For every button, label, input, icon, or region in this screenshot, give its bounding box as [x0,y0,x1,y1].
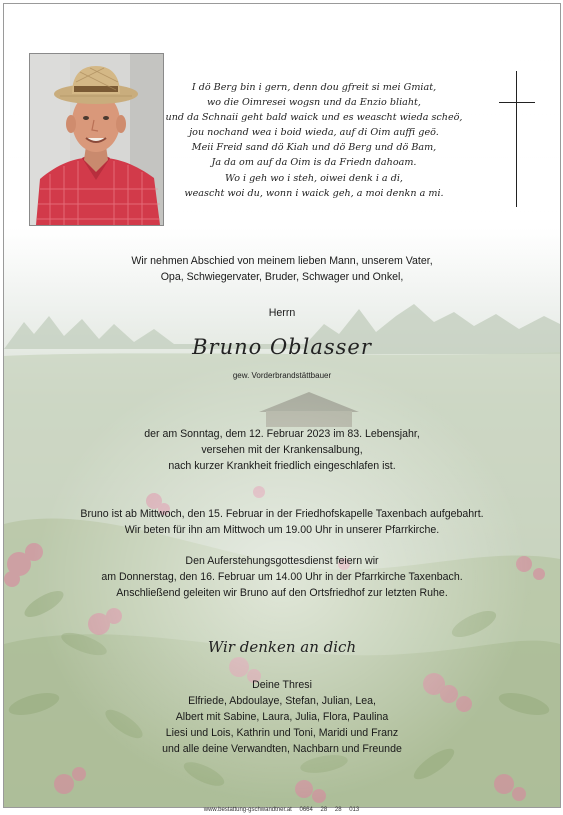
occupation: gew. Vorderbrandstättbauer [232,371,332,380]
family-line: Elfriede, Abdoulaye, Stefan, Julian, Lea, [188,695,376,707]
family-line: und alle deine Verwandten, Nachbarn und Freunde [162,743,402,755]
family-line: Deine Thresi [252,679,312,691]
poem [164,80,464,201]
cross-horizontal-bar [499,102,535,103]
poem-line: Meii Freid sand dö Kiah und dö Berg und dö Bam, [191,142,437,154]
footer-website-link[interactable]: www.bestattung-gschwandtner.at [203,807,292,813]
service-line: am Donnerstag, den 16. Februar um 14.00 Uhr in der Pfarrkirche Taxenbach. [101,571,463,583]
intro-line: Opa, Schwiegervater, Bruder, Schwager und Onkel, [160,271,404,283]
closing-phrase: Wir denken an dich [207,638,357,656]
viewing-line: Bruno ist ab Mittwoch, den 15. Februar in der Friedhofskapelle Taxenbach aufgebahrt. [80,508,484,520]
salutation: Herrn [268,307,296,319]
deceased-name: Bruno Oblasser [192,335,372,359]
service-line: Den Auferstehungsgottesdienst feiern wir [185,555,379,567]
poem-line: I dö Berg bin i gern, denn dou gfreit si mei Gmiat, [191,82,437,93]
cross-vertical-bar [516,71,517,207]
service-line: Anschließend geleiten wir Bruno auf den Ortsfriedhof zur letzten Ruhe. [116,587,448,599]
family-line: Albert mit Sabine, Laura, Julia, Flora, Paulina [175,711,389,723]
viewing-line: Wir beten für ihn am Mittwoch um 19.00 Uhr in unserer Pfarrkirche. [124,524,440,536]
poem-line: jou nochand wea i boid wieda, auf di Oim auffi geö. [189,127,439,139]
death-line: nach kurzer Krankheit friedlich eingeschlafen ist. [168,460,396,472]
portrait-photo [29,53,164,226]
poem-line: wo die Oimresei wogsn und da Enzio bliaht, [207,97,421,109]
family-line: Liesi und Lois, Kathrin und Toni, Maridi und Franz [165,727,399,739]
poem-line: Wo i geh wo i steh, oiwei denk i a di, [225,172,403,184]
parte-card [3,3,561,808]
poem-line: weascht woi du, wonn i waick geh, a moi denkn a mi. [184,187,444,199]
death-line: der am Sonntag, dem 12. Februar 2023 im 83. Lebensjahr, [144,428,420,440]
poem-line: und da Schnaii geht bald waick und es weascht wieda scheö, [165,112,463,124]
poem-line: Ja da om auf da Oim is da Friedn dahoam. [211,157,417,169]
footer [0,807,563,813]
death-line: versehen mit der Krankensalbung, [201,444,363,456]
footer-phone: 0664 28 28 013 [299,807,360,813]
intro-line: Wir nehmen Abschied von meinem lieben Mann, unserem Vater, [131,255,433,267]
